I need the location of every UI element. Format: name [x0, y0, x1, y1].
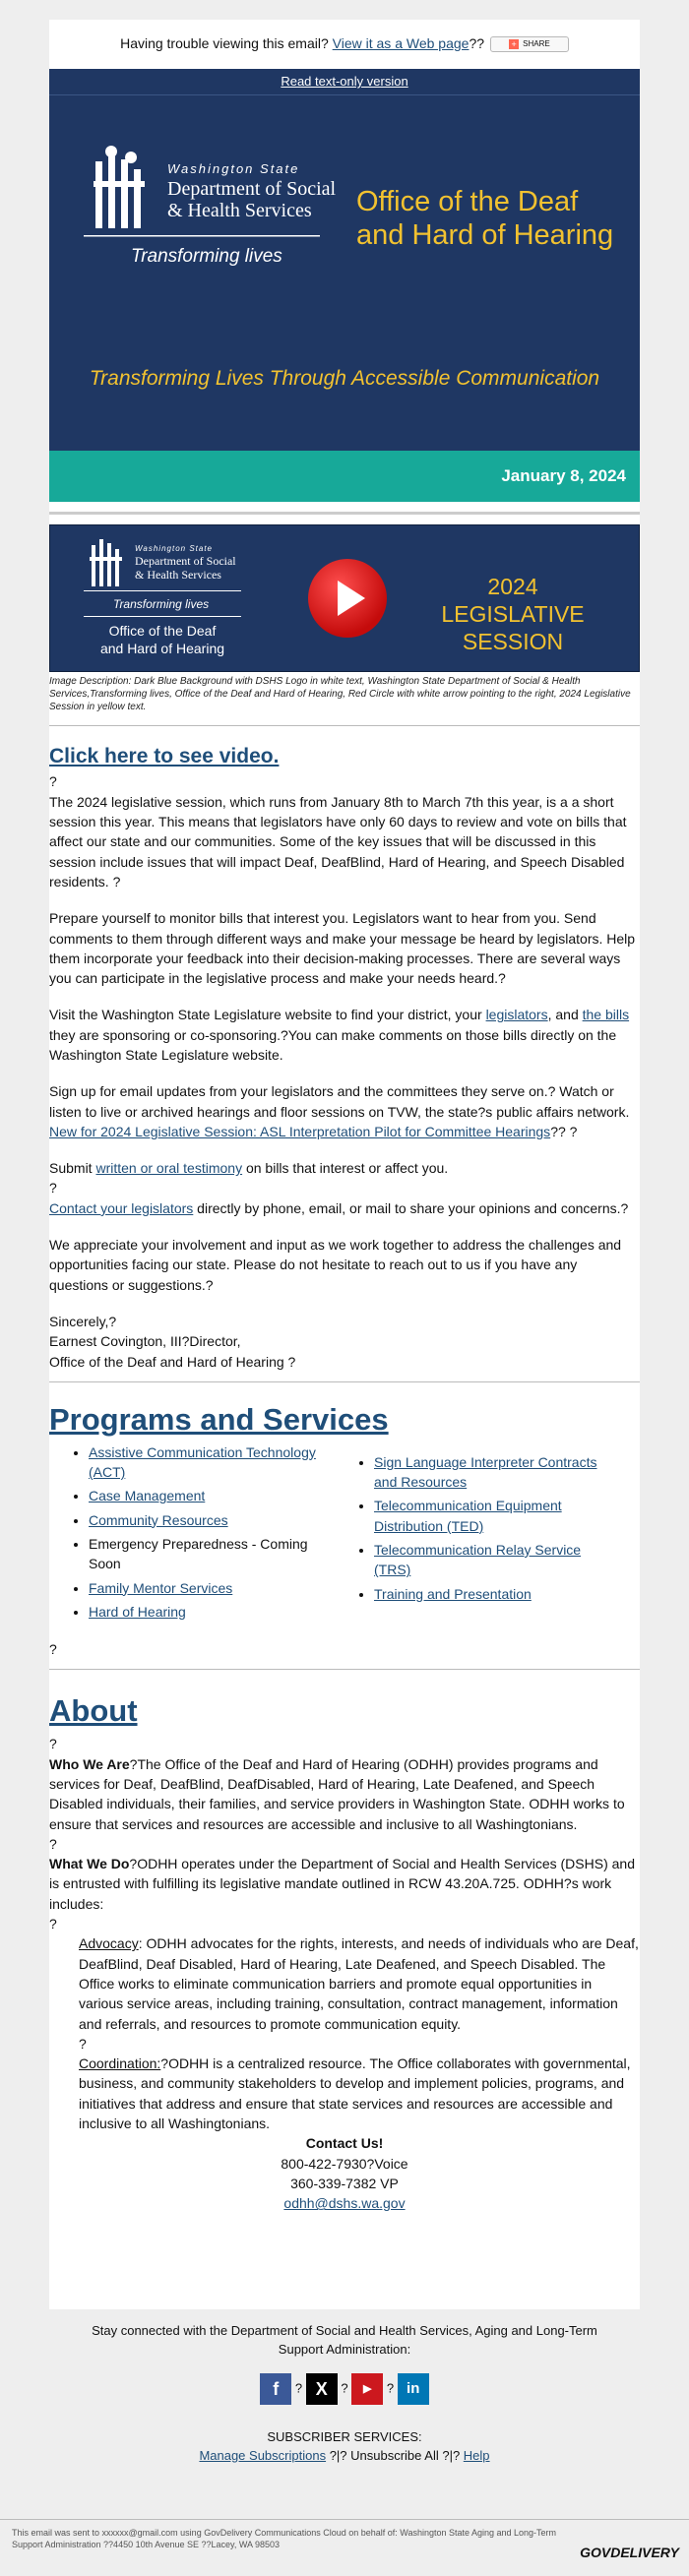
- paragraph-3: Visit the Washington State Legislature website to find your district, your legislators, and the bills they are sponsoring or co-sponsoring.?You can make comments on those bills directly on the Washington State Legislature website.: [49, 1007, 630, 1063]
- logo-dept-1: Department of Social: [167, 178, 337, 200]
- vp-number: 360-339-7382 VP: [290, 2175, 399, 2191]
- share-plus-icon: +: [509, 39, 519, 49]
- program-link[interactable]: Training and Presentation: [374, 1585, 532, 1602]
- email-link[interactable]: odhh@dshs.wa.gov: [283, 2195, 406, 2212]
- program-link[interactable]: Case Management: [89, 1488, 206, 1504]
- voice-number: 800-422-7930?Voice: [281, 2155, 408, 2172]
- video-link[interactable]: Click here to see video.: [49, 745, 280, 767]
- about-body: ? Who We Are?The Office of the Deaf and Hard of Hearing (ODHH) provides programs and services for Deaf, DeafBlind, DeafDisabled, Hard of Hearing, Late Deafened, and Speech Disabled individuals, their families, and service providers in Washington State. ODHH works to ensure that services and resources are accessible and inclusive to all Washingtonians. ? What We Do?ODHH operates under the Department of Social and Health Services (DSHS) and is entrusted with fulfilling its legislative mandate outlined in RCW 43.20A.725. ODHH?s work includes: ? Advocacy: ODHH advocates for the rights, interests, and needs of individuals who are Deaf, DeafBlind, Deaf Disabled, Hard of Hearing, Late Deafened, and Speech Disabled. The Office works to eliminate communication barriers and promote equal opportunities in various service areas, including training, consultation, contract management, information and referrals, and resources to promote communication equity. ? Coordination:?ODHH is a centralized resource. The Office collaborates with governmental, business, and community stakeholders to develop and implement policies, programs, and initiatives that address and ensure that state services and resources are accessible and inclusive to all Washingtonians. Contact Us! 800-422-7930?Voice 360-339-7382 VP odhh@dshs.wa.gov: [49, 1734, 640, 2213]
- asl-pilot-link[interactable]: New for 2024 Legislative Session: ASL Interpretation Pilot for Committee Hearings: [49, 1123, 551, 1139]
- govdelivery-logo: GOVDELIVERY: [580, 2545, 679, 2560]
- divider: [49, 1669, 640, 1670]
- play-icon[interactable]: [308, 559, 387, 638]
- email-container: Having trouble viewing this email? View it as a Web page?? + SHARE Read text-only version Washington State Department of Social & Health Services Transforming lives Office of the Deaf and Hard of Hearing Transforming Lives Through Accessible Communication January 8, 2024 Washington State Department of Social & Health Services Transforming lives Office of the Deaf and Hard of Hearing 2024 LEGISLATIVE SESSION Image Description: Dark Blue Background with DSHS Logo in white text, Washington State Department of Social & Health Services,Transforming lives, Office of the Deaf and Hard of Hearing, Red Circle with white arrow pointing to the right, 2024 Legislative Session in yellow text. Click here to see video. ? The 2024 legislative session, which runs from January 8th to March 7th this year, is a a short session this year. This means that legislators have only 60 days to review and vote on bills that affect our state and our communities. Some of the key issues that will be discussed in this session include issues that will impact Deaf, DeafBlind, Hard of Hearing, and Speech Disabled residents. ? Prepare yourself to monitor bills that interest you. Legislators want to hear from you. Send comments to them through different ways and make your message be heard by legislators. Help them incorporate your feedback into their decision-making processes. There are several ways you can participate in the legislative process and make your needs heard.? Visit the Washington State Legislature website to find your district, your legislators, and the bills they are sponsoring or co-sponsoring.?You can make comments on those bills directly on the Washington State Legislature website. Sign up for email updates from your legislators and the committees they serve on.? Watch or listen to live or archived hearings and floor sessions on TVW, the state?s public affairs network. New for 2024 Legislative Session: ASL Interpretation Pilot for Committee Hearings?? ? Submit written or oral testimony on bills that interest or affect you. ? Contact your legislators directly by phone, email, or mail to share your opinions and concerns.? We appreciate your involvement and input as we work together to address the challenges and opportunities facing our state. Please do not hesitate to reach out to us if you have any questions or suggestions.? Sincerely,? Earnest Covington, III?Director, Office of the Deaf and Hard of Hearing ? Programs and Services • Assistive Communication Technology (ACT) • Case Management • Community Resources • Emergency Preparedness - Coming Soon • Family Mentor Services • Hard of Hearing • Sign Language Interpreter Contracts and Resources • Telecommunication Equipment Distribution (TED) • Telecommunication Relay Service (TRS) • Training and Presentation ? About ? Who We Are?The Office of the Deaf and Hard of Hearing (ODHH) provides programs and services for Deaf, DeafBlind, DeafDisabled, Hard of Hearing, Late Deafened, and Speech Disabled individuals, their families, and service providers in Washington State. ODHH works to ensure that services and resources are accessible and inclusive to all Washingtonians. ? What We Do?ODHH operates under the Department of Social and Health Services (DSHS) and is entrusted with fulfilling its legislative mandate outlined in RCW 43.20A.725. ODHH?s work includes: ? Advocacy: ODHH advocates for the rights, interests, and needs of individuals who are Deaf, DeafBlind, Deaf Disabled, Hard of Hearing, Late Deafened, and Speech Disabled. The Office works to eliminate communication barriers and promote equal opportunities in various service areas, including training, consultation, contract management, information and referrals, and resources to promote communication equity. ? Coordination:?ODHH is a centralized resource. The Office collaborates with governmental, business, and community stakeholders to develop and implement policies, programs, and initiatives that address and ensure that state services and resources are accessible and inclusive to all Washingtonians. Contact Us! 800-422-7930?Voice 360-339-7382 VP odhh@dshs.wa.gov: [49, 20, 640, 2309]
- top-bar: Having trouble viewing this email? View it as a Web page?? + SHARE: [49, 20, 640, 69]
- hero-banner: [49, 69, 640, 451]
- date-band: [49, 451, 640, 502]
- svg-text:Washington State: Washington State: [135, 544, 214, 553]
- program-link[interactable]: Community Resources: [89, 1511, 228, 1528]
- hero-tagline: Transforming Lives Through Accessible Communication: [89, 367, 600, 390]
- paragraph-4: Sign up for email updates from your legislators and the committees they serve on.? Watch or listen to live or archived hearings and floor sessions on TVW, the state?s public affairs network. New for 2024 Legislative Session: ASL Interpretation Pilot for Committee Hearings?? ?: [49, 1083, 630, 1139]
- video-title: 2024 LEGISLATIVE SESSION: [441, 574, 585, 654]
- dshs-logo: [84, 144, 359, 281]
- svg-text:Office of the Deaf: Office of the Deaf: [108, 623, 217, 639]
- svg-text:& Health Services: & Health Services: [135, 568, 221, 582]
- text-only-link[interactable]: Read text-only version: [281, 74, 408, 89]
- logo-dept-2: & Health Services: [167, 200, 312, 221]
- divider: [0, 2519, 689, 2520]
- trouble-text: Having trouble viewing this email?: [120, 35, 329, 51]
- what-we-do: What We Do?ODHH operates under the Department of Social and Health Services (DSHS) and is entrusted with fulfilling its legislative mandate outlined in RCW 43.20A.725. ODHH?s work includes:: [49, 1856, 635, 1912]
- subscriber-label: SUBSCRIBER SERVICES:: [267, 2428, 422, 2444]
- image-caption: Image Description: Dark Blue Background with DSHS Logo in white text, Washington State Department of Social & Health Services,Transforming lives, Office of the Deaf and Hard of Hearing, Red Circle with white arrow pointing to the right, 2024 Legislative Session in yellow text.: [49, 676, 631, 712]
- video-dshs-logo: [84, 533, 251, 666]
- divider: [49, 512, 640, 515]
- program-link[interactable]: Family Mentor Services: [89, 1579, 233, 1596]
- svg-text:Department of Social: Department of Social: [135, 554, 236, 568]
- programs-heading[interactable]: Programs and Services: [49, 1401, 389, 1437]
- programs-list: [49, 1442, 640, 1625]
- stay-connected-text: Stay connected with the Department of Social and Health Services, Aging and Long-Term Support Administration:: [92, 2323, 597, 2357]
- paragraph-5: Submit written or oral testimony on bills that interest or affect you.: [49, 1160, 449, 1177]
- help-link[interactable]: Help: [463, 2447, 490, 2463]
- signature: Sincerely,? Earnest Covington, III?Director, Office of the Deaf and Hard of Hearing ?: [49, 1313, 296, 1370]
- facebook-icon[interactable]: f: [260, 2373, 291, 2405]
- x-icon[interactable]: X: [306, 2373, 338, 2405]
- subscriber-links: Manage Subscriptions ?|? Unsubscribe All ?|? Help: [199, 2447, 490, 2463]
- programs-left: [49, 1442, 335, 1625]
- bills-link[interactable]: the bills: [582, 1007, 630, 1023]
- program-link[interactable]: Telecommunication Relay Service (TRS): [374, 1541, 582, 1578]
- social-links: f ? X ? ▶ ? in: [260, 2373, 428, 2405]
- legislators-link[interactable]: legislators: [485, 1007, 548, 1023]
- about-heading[interactable]: About: [49, 1693, 138, 1729]
- svg-text:and Hard of Hearing: and Hard of Hearing: [99, 641, 225, 656]
- footer: [0, 2322, 689, 2465]
- svg-text:Transforming lives: Transforming lives: [113, 597, 210, 611]
- linkedin-icon[interactable]: in: [398, 2373, 429, 2405]
- contact-legislators-link[interactable]: Contact your legislators: [49, 1199, 194, 1216]
- hero-title: Office of the Deaf and Hard of Hearing: [356, 186, 614, 251]
- coordination: Coordination:?ODHH is a centralized resource. The Office collaborates with governmental, business, and community stakeholders to develop and implement policies, programs, and initiatives that address and ensure that state services and resources are accessible and inclusive to all Washingtonians.: [79, 2055, 631, 2132]
- divider: [49, 1381, 640, 1382]
- logo-tagline: Transforming lives: [131, 246, 282, 267]
- paragraph-2: Prepare yourself to monitor bills that interest you. Legislators want to hear from you. Send comments to them through different ways and make your message be heard by legislators. Help them incorporate your feedback into their decision-making processes. There are several ways you can participate in the legislative process and make your needs heard.?: [49, 910, 636, 987]
- logo-state: Washington State: [167, 161, 300, 176]
- share-button[interactable]: + SHARE: [490, 36, 569, 52]
- letter-body: ? The 2024 legislative session, which runs from January 8th to March 7th this year, is a a short session this year. This means that legislators have only 60 days to review and vote on bills that affect our state and our communities. Some of the key issues that will be discussed in this session include issues that will impact Deaf, DeafBlind, Hard of Hearing, and Speech Disabled residents. ? Prepare yourself to monitor bills that interest you. Legislators want to hear from you. Send comments to them through different ways and make your message be heard by legislators. Help them incorporate your feedback into their decision-making processes. There are several ways you can participate in the legislative process and make your needs heard.? Visit the Washington State Legislature website to find your district, your legislators, and the bills they are sponsoring or co-sponsoring.?You can make comments on those bills directly on the Washington State Legislature website. Sign up for email updates from your legislators and the committees they serve on.? Watch or listen to live or archived hearings and floor sessions on TVW, the state?s public affairs network. New for 2024 Legislative Session: ASL Interpretation Pilot for Committee Hearings?? ? Submit written or oral testimony on bills that interest or affect you. ? Contact your legislators directly by phone, email, or mail to share your opinions and concerns.? We appreciate your involvement and input as we work together to address the challenges and opportunities facing our state. Please do not hesitate to reach out to us if you have any questions or suggestions.? Sincerely,? Earnest Covington, III?Director, Office of the Deaf and Hard of Hearing ?: [49, 771, 640, 1371]
- program-link[interactable]: Hard of Hearing: [89, 1603, 186, 1620]
- paragraph-6: Contact your legislators directly by phone, email, or mail to share your opinions and concerns.?: [49, 1199, 629, 1216]
- paragraph-7: We appreciate your involvement and input as we work together to address the challenges and opportunities facing our state. Please do not hesitate to reach out to us if you have any questions or suggestions.?: [49, 1237, 622, 1293]
- video-thumbnail[interactable]: [49, 524, 640, 672]
- program-link[interactable]: Assistive Communication Technology (ACT): [89, 1443, 316, 1481]
- programs-right: [335, 1442, 620, 1625]
- contact-heading: Contact Us!: [305, 2135, 384, 2152]
- who-we-are: Who We Are?The Office of the Deaf and Hard of Hearing (ODHH) provides programs and services for Deaf, DeafBlind, DeafDisabled, Hard of Hearing, Late Deafened, and Speech Disabled individuals, their families, and service providers in Washington State. ODHH works to ensure that services and resources are accessible and inclusive to all Washingtonians.: [49, 1755, 625, 1832]
- program-item: • Emergency Preparedness - Coming Soon: [89, 1534, 335, 1574]
- youtube-icon[interactable]: ▶: [351, 2373, 383, 2405]
- contact-block: [49, 2133, 640, 2213]
- web-page-link[interactable]: View it as a Web page: [332, 35, 470, 51]
- paragraph-1: The 2024 legislative session, which runs from January 8th to March 7th this year, is a a short session this year. This means that legislators have only 60 days to review and vote on bills that affect our state and our communities. Some of the key issues that will be discussed in this session include issues that will impact Deaf, DeafBlind, Hard of Hearing, and Speech Disabled residents. ?: [49, 793, 627, 889]
- fine-print: This email was sent to xxxxxx@gmail.com using GovDelivery Communications Cloud on behalf of: Washington State Aging and Long-Term Support Administration ??4450 10th Avenue SE ??Lacey, WA 98503: [12, 2528, 557, 2549]
- advocacy: Advocacy: ODHH advocates for the rights, interests, and needs of individuals who are Deaf, DeafBlind, Deaf Disabled, Hard of Hearing, Late Deafened, and Speech Disabled. The Office works to eliminate communication barriers and promote equal opportunities in various service areas, including training, consultation, contract management, information and referrals, and resources to promote communication equity.: [79, 1935, 639, 2032]
- program-link[interactable]: Sign Language Interpreter Contracts and Resources: [374, 1453, 597, 1491]
- divider: [49, 725, 640, 726]
- date-label: January 8, 2024: [501, 466, 626, 485]
- testimony-link[interactable]: written or oral testimony: [95, 1160, 243, 1177]
- manage-subscriptions-link[interactable]: Manage Subscriptions: [199, 2447, 327, 2463]
- program-link[interactable]: Telecommunication Equipment Distribution (TED): [374, 1498, 562, 1534]
